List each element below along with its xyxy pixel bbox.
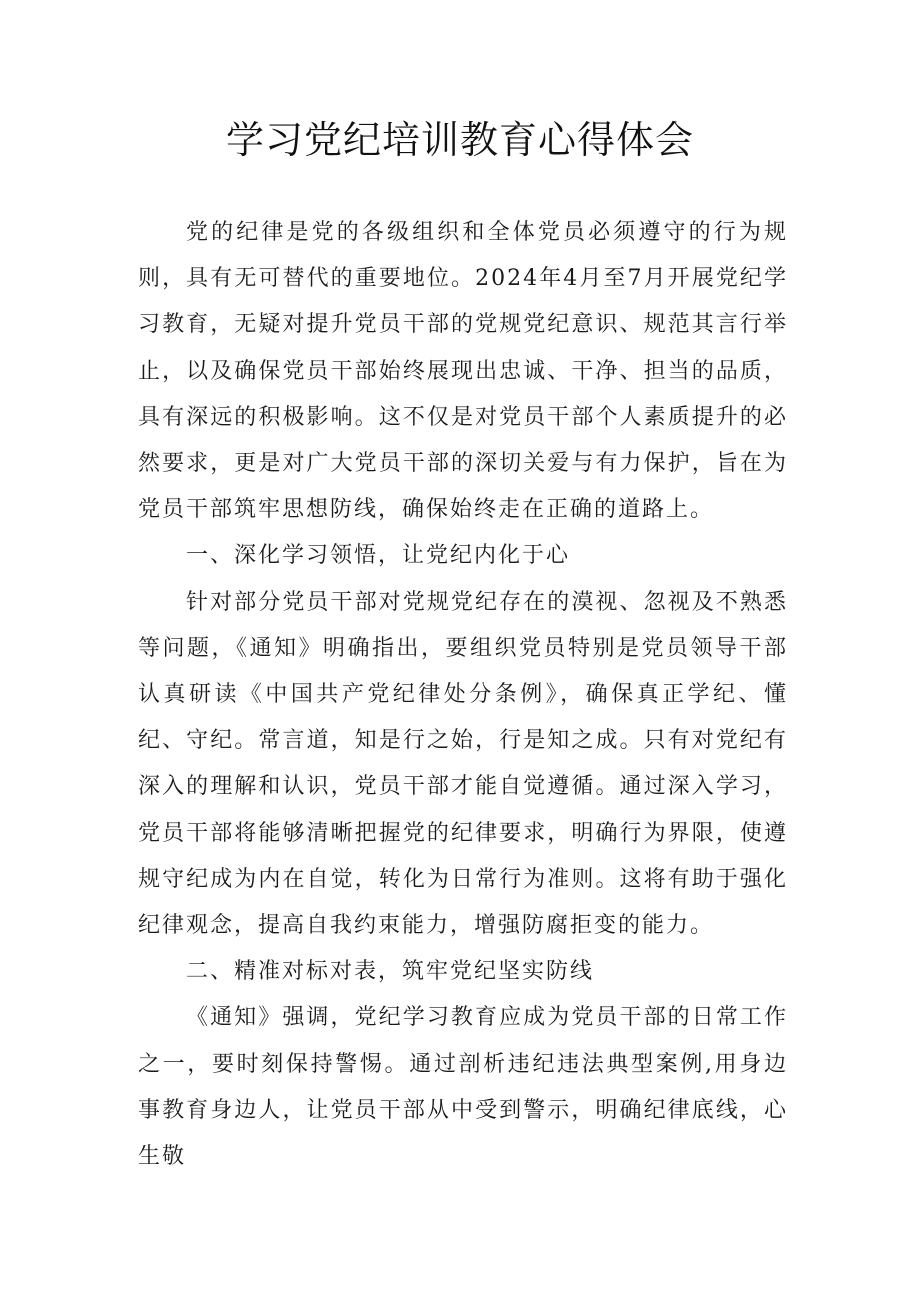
section-heading-1: 一、深化学习领悟，让党纪内化于心 xyxy=(186,543,571,569)
intro-paragraph: 党的纪律是党的各级组织和全体党员必须遵守的行为规则，具有无可替代的重要地位。2024年4月至7月开展党纪学习教育，无疑对提升党员干部的党规党纪意识、规范其言行举止，以及确保党员干部始终展现出忠诚、干净、担当的品质，具有深远的积极影响。这不仅是对党员干部个人素质提升的必然要求，更是对广大党员干部的深切关爱与有力保护，旨在为党员干部筑牢思想防线，确保始终走在正确的道路上。 xyxy=(138,220,788,523)
document-body xyxy=(138,210,788,1180)
section-1-paragraph: 针对部分党员干部对党规党纪存在的漠视、忽视及不熟悉等问题，《通知》明确指出，要组织党员特别是党员领导干部认真研读《中国共产党纪律处分条例》，确保真正学纪、懂纪、守纪。常言道，知是行之始，行是知之成。只有对党纪有深入的理解和认识，党员干部才能自觉遵循。通过深入学习，党员干部将能够清晰把握党的纪律要求，明确行为界限，使遵规守纪成为内在自觉，转化为日常行为准则。这将有助于强化纪律观念，提高自我约束能力，增强防腐拒变的能力。 xyxy=(138,589,788,939)
section-2-paragraph: 《通知》强调，党纪学习教育应成为党员干部的日常工作之一，要时刻保持警惕。通过剖析违纪违法典型案例,用身边事教育身边人，让党员干部从中受到警示，明确纪律底线，心生敬 xyxy=(138,1005,788,1170)
document-title: 学习党纪培训教育心得体会 xyxy=(225,118,694,162)
section-heading-2: 二、精准对标对表，筑牢党纪坚实防线 xyxy=(186,959,595,985)
